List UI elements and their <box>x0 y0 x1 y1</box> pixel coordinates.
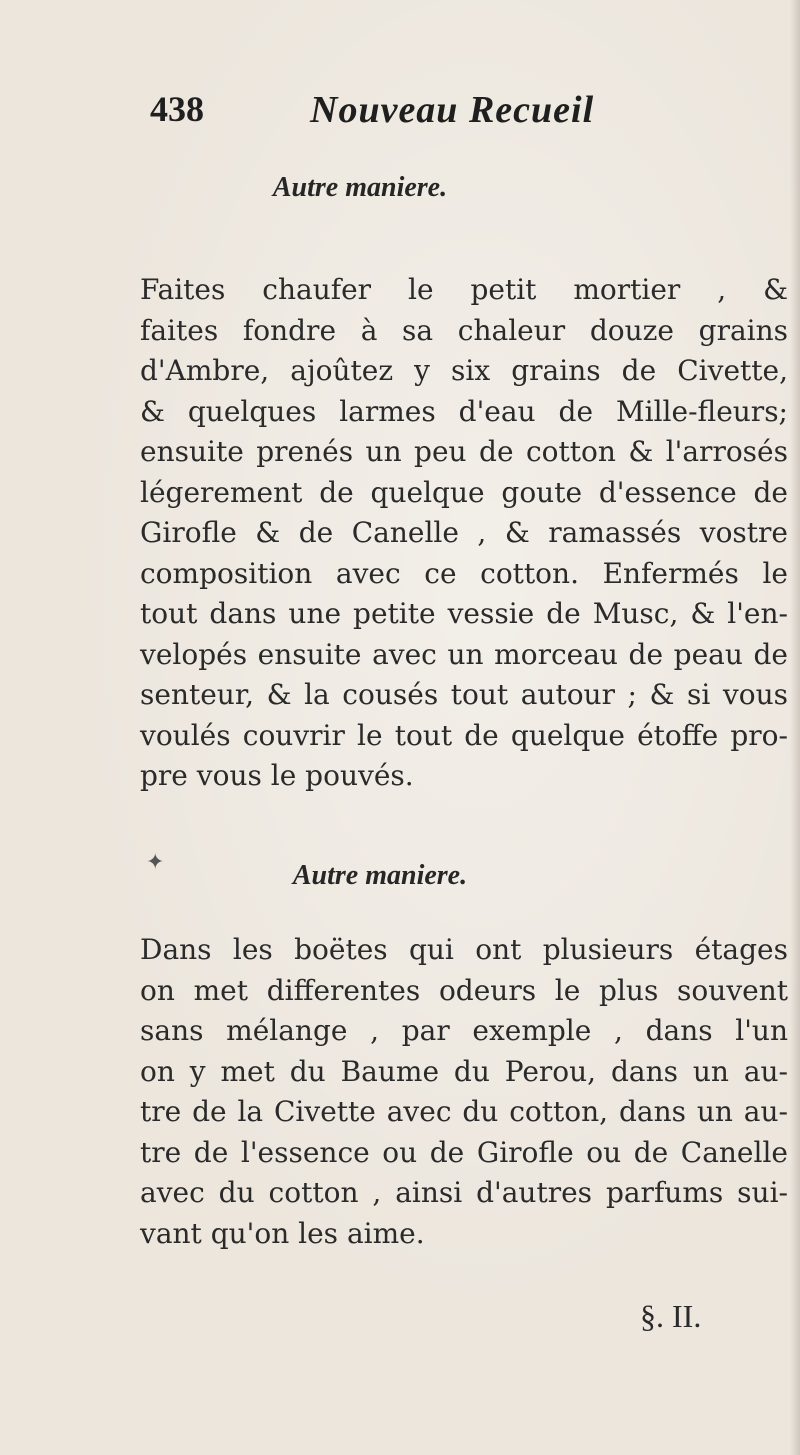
text-line: ensuite prenés un peu de cotton & l'arrosés <box>140 435 788 468</box>
text-line: tre de l'essence ou de Girofle ou de Canelle <box>140 1135 788 1169</box>
text-line: voulés couvrir le tout de quelque étoffe pro- <box>140 718 788 752</box>
text-line: Faites chaufer le petit mortier , & <box>140 273 788 306</box>
paragraph-2 <box>140 930 788 1254</box>
text-line: tre de la Civette avec du cotton, dans un au- <box>140 1095 788 1128</box>
printer-ornament-icon: ✦ <box>146 850 165 875</box>
section-heading-2: Autre maniere. <box>292 860 468 891</box>
page-edge-shadow <box>790 0 800 1455</box>
text-line: sans mélange , par exemple , dans l'un <box>140 1014 788 1047</box>
signature-mark: §. II. <box>640 1298 702 1334</box>
text-line: tout dans une petite vessie de Musc, & l'en- <box>140 597 788 630</box>
paragraph-1 <box>140 270 788 797</box>
text-line: composition avec ce cotton. Enfermés le <box>140 556 788 590</box>
text-line: vant qu'on les aime. <box>140 1216 425 1250</box>
section-heading-1: Autre maniere. <box>272 172 448 203</box>
page-header <box>150 88 710 138</box>
text-line: Dans les boëtes qui ont plusieurs étages <box>140 933 788 966</box>
text-line: velopés ensuite avec un morceau de peau de <box>140 637 788 671</box>
text-line: pre vous le pouvés. <box>140 759 414 792</box>
text-line: & quelques larmes d'eau de Mille-fleurs; <box>140 394 788 428</box>
text-line: légerement de quelque goute d'essence de <box>140 475 788 509</box>
running-title: Nouveau Recueil <box>310 89 595 131</box>
text-line: Girofle & de Canelle , & ramassés vostre <box>140 516 788 549</box>
text-line: on met differentes odeurs le plus souvent <box>140 973 788 1007</box>
text-line: avec du cotton , ainsi d'autres parfums sui- <box>140 1176 788 1209</box>
text-line: d'Ambre, ajoûtez y six grains de Civette, <box>140 354 788 387</box>
page-number: 438 <box>150 89 204 129</box>
text-line: on y met du Baume du Perou, dans un au- <box>140 1054 788 1088</box>
text-line: faites fondre à sa chaleur douze grains <box>140 313 788 347</box>
text-line: senteur, & la cousés tout autour ; & si vous <box>140 678 788 711</box>
